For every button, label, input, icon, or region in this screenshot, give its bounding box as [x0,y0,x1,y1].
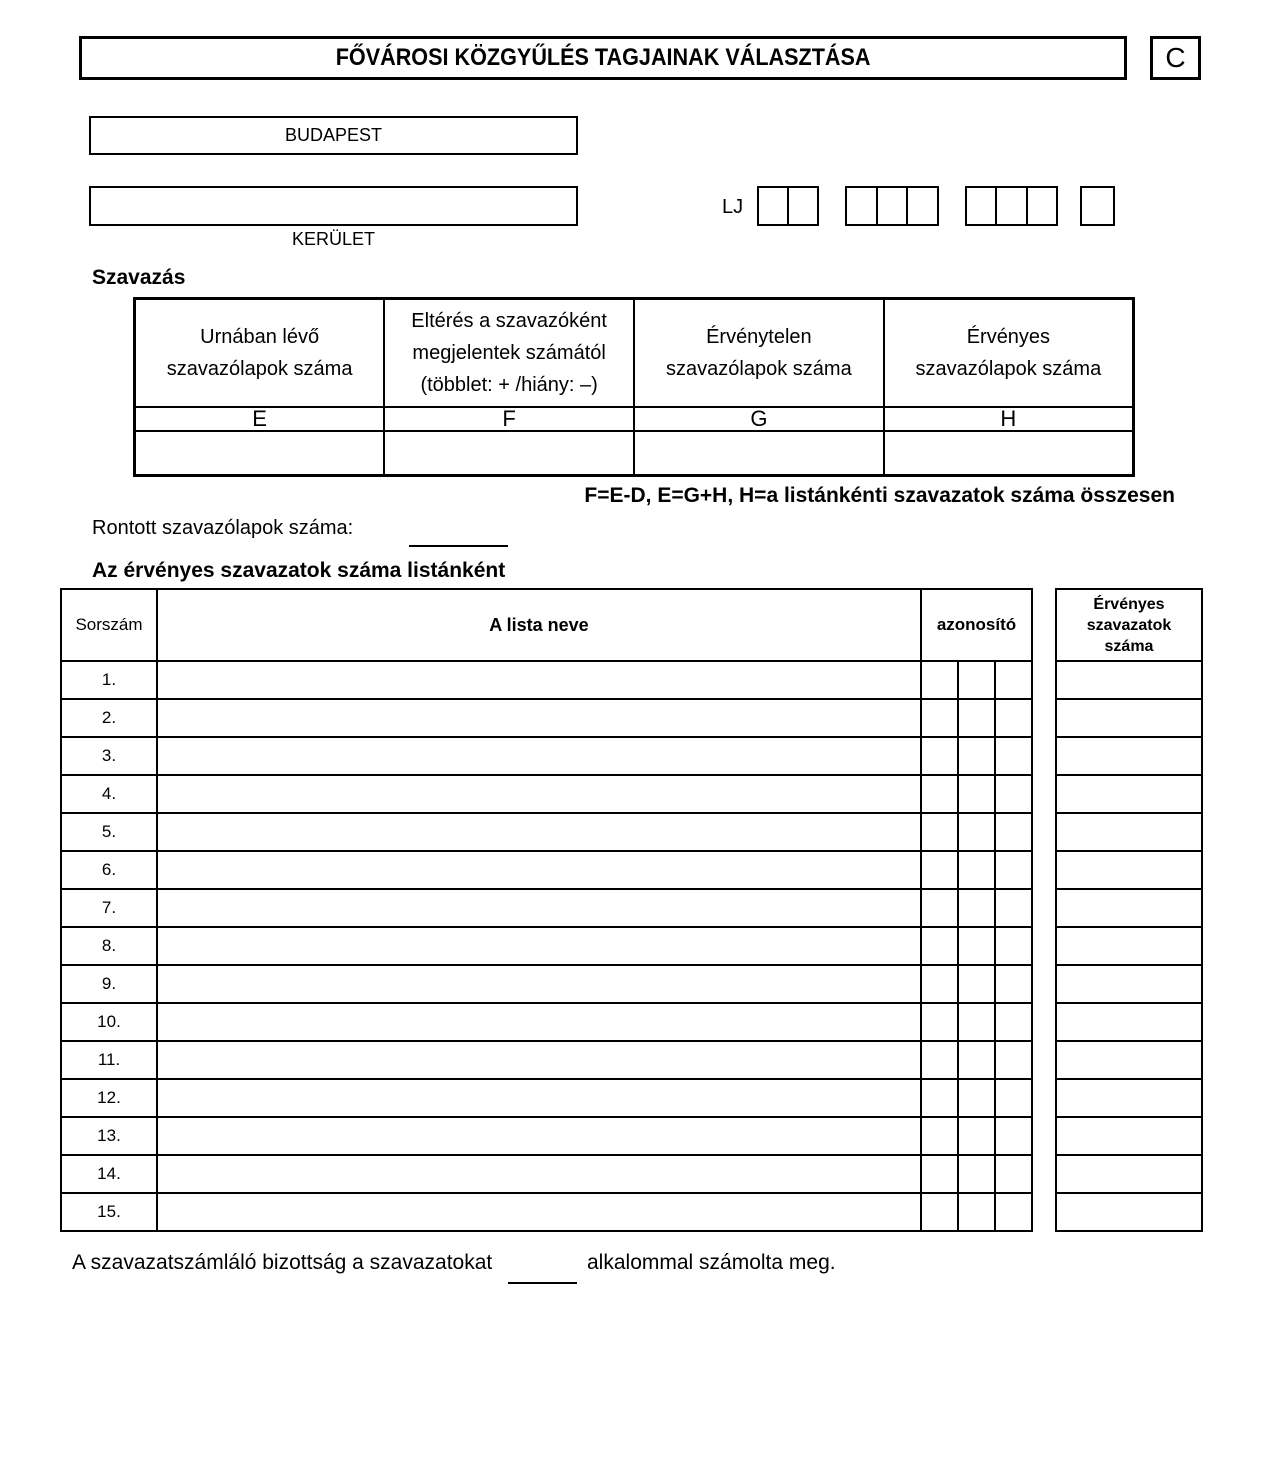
list-id-digit-box[interactable] [921,1079,958,1117]
list-id-digit-box[interactable] [921,699,958,737]
lists-heading: Az érvényes szavazatok száma listánként [92,559,506,582]
row-number: 8. [61,927,157,965]
column-letter: G [634,407,884,431]
list-id-digit-box[interactable] [995,1193,1032,1231]
list-id-digit-box[interactable] [995,813,1032,851]
valid-votes-field[interactable] [1056,1079,1202,1117]
valid-row [1056,927,1202,965]
list-id-digit-box[interactable] [958,813,995,851]
list-id-digit-box[interactable] [921,661,958,699]
list-name-field[interactable] [157,965,921,1003]
list-row [61,965,1032,1003]
valid-row [1056,889,1202,927]
header-line: megjelentek számától [412,342,606,364]
list-id-digit-box[interactable] [995,699,1032,737]
valid-row [1056,1117,1202,1155]
valid-votes-field[interactable] [1056,737,1202,775]
list-name-field[interactable] [157,1003,921,1041]
lj-label: LJ [722,196,744,218]
header-line: Urnában lévő [200,326,320,348]
valid-row [1056,1003,1202,1041]
col-id-header: azonosító [921,589,1032,661]
spoiled-ballots-label: Rontott szavazólapok száma: [92,517,354,539]
list-id-digit-box[interactable] [958,965,995,1003]
list-name-field[interactable] [157,1193,921,1231]
valid-votes-field[interactable] [1056,813,1202,851]
list-name-field[interactable] [157,775,921,813]
list-id-digit-box[interactable] [921,965,958,1003]
list-id-digit-box[interactable] [995,1079,1032,1117]
col-number-header: Sorszám [61,589,157,661]
lj-digit-box[interactable] [847,188,878,224]
list-id-digit-box[interactable] [921,1041,958,1079]
row-number: 10. [61,1003,157,1041]
valid-votes-field[interactable] [1056,1117,1202,1155]
valid-votes-field[interactable] [1056,775,1202,813]
list-id-digit-box[interactable] [995,927,1032,965]
list-id-digit-box[interactable] [921,813,958,851]
list-id-digit-box[interactable] [995,889,1032,927]
valid-votes-field[interactable] [1056,889,1202,927]
valid-row [1056,851,1202,889]
district-label: KERÜLET [291,229,376,249]
list-name-field[interactable] [157,661,921,699]
list-id-digit-box[interactable] [958,699,995,737]
lists-table [60,588,1033,1232]
lj-group-2[interactable] [845,186,939,226]
row-number: 3. [61,737,157,775]
list-id-digit-box[interactable] [921,1117,958,1155]
list-name-field[interactable] [157,699,921,737]
row-number: 1. [61,661,157,699]
list-name-field[interactable] [157,1041,921,1079]
list-id-digit-box[interactable] [958,1003,995,1041]
spoiled-ballots-field[interactable] [409,545,508,547]
list-id-digit-box[interactable] [958,737,995,775]
header-line: szavazatok [1086,616,1172,634]
list-id-digit-box[interactable] [958,1193,995,1231]
voting-table [133,297,1135,477]
row-number: 15. [61,1193,157,1231]
list-id-digit-box[interactable] [995,965,1032,1003]
list-row [61,699,1032,737]
list-id-digit-box[interactable] [958,1155,995,1193]
lj-digit-box[interactable] [789,188,817,224]
lj-digit-box[interactable] [1028,188,1056,224]
lj-digit-box[interactable] [759,188,789,224]
list-row [61,1003,1032,1041]
valid-header-row [1056,589,1202,661]
lj-group-4[interactable] [1080,186,1115,226]
list-row [61,1117,1032,1155]
district-field[interactable] [89,186,578,226]
header-line: Érvényes [1093,595,1165,613]
valid-votes-field[interactable] [1056,927,1202,965]
valid-votes-field[interactable] [1056,1155,1202,1193]
valid-row [1056,1193,1202,1231]
header-line: Érvénytelen [706,326,812,348]
row-number: 7. [61,889,157,927]
list-name-field[interactable] [157,889,921,927]
header-line: szavazólapok száma [666,358,852,380]
row-number: 14. [61,1155,157,1193]
valid-row [1056,965,1202,1003]
list-id-digit-box[interactable] [958,927,995,965]
list-row [61,813,1032,851]
valid-row [1056,813,1202,851]
list-id-digit-box[interactable] [921,1003,958,1041]
voting-col-header [135,299,385,408]
lj-digit-box[interactable] [1082,188,1113,224]
header-line: (többlet: + /hiány: –) [420,374,598,396]
list-id-digit-box[interactable] [995,737,1032,775]
list-id-digit-box[interactable] [995,1003,1032,1041]
list-row [61,775,1032,813]
formula-note: F=E-D, E=G+H, H=a listánkénti szavazatok száma összesen [584,484,1175,507]
list-id-digit-box[interactable] [995,661,1032,699]
lj-group-3[interactable] [965,186,1058,226]
list-name-field[interactable] [157,1155,921,1193]
valid-votes-field[interactable] [1056,1193,1202,1231]
valid-row [1056,1041,1202,1079]
voting-heading: Szavazás [92,266,186,289]
header-line: Eltérés a szavazóként [411,310,607,332]
count-sentence-end: alkalommal számolta meg. [587,1251,836,1274]
row-number: 5. [61,813,157,851]
list-id-digit-box[interactable] [921,851,958,889]
list-id-digit-box[interactable] [958,1079,995,1117]
column-letter: H [884,407,1134,431]
valid-row [1056,737,1202,775]
list-id-digit-box[interactable] [921,775,958,813]
header-line: szavazólapok száma [915,358,1102,380]
list-row [61,889,1032,927]
row-number: 11. [61,1041,157,1079]
list-id-digit-box[interactable] [921,927,958,965]
voting-header-row [135,299,1134,408]
list-row [61,1041,1032,1079]
lj-digit-box[interactable] [908,188,937,224]
list-id-digit-box[interactable] [921,737,958,775]
count-times-field[interactable] [508,1282,577,1284]
header-line: szavazólapok száma [166,358,353,380]
list-id-digit-box[interactable] [995,1155,1032,1193]
list-id-digit-box[interactable] [995,851,1032,889]
list-id-digit-box[interactable] [958,1117,995,1155]
valid-row [1056,661,1202,699]
form-letter: C [1150,36,1201,80]
voting-col-header [884,299,1134,408]
lj-digit-box[interactable] [967,188,997,224]
list-row [61,1079,1032,1117]
col-valid-header [1056,589,1202,661]
row-number: 6. [61,851,157,889]
valid-votes-field[interactable] [1056,965,1202,1003]
list-id-digit-box[interactable] [958,775,995,813]
list-id-digit-box[interactable] [958,1041,995,1079]
list-name-field[interactable] [157,851,921,889]
city-field: BUDAPEST [89,116,578,155]
count-sentence-start: A szavazatszámláló bizottság a szavazatokat [72,1251,493,1274]
row-number: 2. [61,699,157,737]
header-line: Érvényes [966,326,1051,348]
list-name-field[interactable] [157,1079,921,1117]
list-row [61,1193,1032,1231]
list-row [61,661,1032,699]
lj-group-1[interactable] [757,186,819,226]
list-id-digit-box[interactable] [921,1193,958,1231]
valid-row [1056,1079,1202,1117]
invalid-ballots-field[interactable] [634,431,884,476]
voting-letter-row [135,407,1134,431]
list-id-digit-box[interactable] [921,889,958,927]
form-title-text: FŐVÁROSI KÖZGYŰLÉS TAGJAINAK VÁLASZTÁSA [335,44,871,71]
list-name-field[interactable] [157,813,921,851]
lj-digit-box[interactable] [997,188,1027,224]
valid-votes-field[interactable] [1056,1041,1202,1079]
valid-votes-field[interactable] [1056,1003,1202,1041]
ballots-in-urn-field[interactable] [135,431,385,476]
list-row [61,1155,1032,1193]
valid-votes-field[interactable] [1056,699,1202,737]
list-name-field[interactable] [157,927,921,965]
list-row [61,927,1032,965]
col-name-header: A lista neve [157,589,921,661]
list-row [61,851,1032,889]
voting-col-header [634,299,884,408]
list-id-digit-box[interactable] [958,851,995,889]
list-id-digit-box[interactable] [995,1041,1032,1079]
deviation-field[interactable] [384,431,634,476]
row-number: 9. [61,965,157,1003]
row-number: 13. [61,1117,157,1155]
voting-col-header [384,299,634,408]
form-title [79,36,1127,80]
list-row [61,737,1032,775]
column-letter: F [384,407,634,431]
row-number: 4. [61,775,157,813]
valid-votes-field[interactable] [1056,661,1202,699]
list-id-digit-box[interactable] [921,1155,958,1193]
valid-ballots-field[interactable] [884,431,1134,476]
header-line: száma [1104,637,1154,655]
valid-row [1056,775,1202,813]
valid-row [1056,699,1202,737]
list-id-digit-box[interactable] [995,1117,1032,1155]
list-id-digit-box[interactable] [958,889,995,927]
valid-row [1056,1155,1202,1193]
column-letter: E [135,407,385,431]
list-name-field[interactable] [157,1117,921,1155]
lists-header-row [61,589,1032,661]
row-number: 12. [61,1079,157,1117]
valid-votes-field[interactable] [1056,851,1202,889]
lj-digit-box[interactable] [878,188,909,224]
list-id-digit-box[interactable] [958,661,995,699]
list-id-digit-box[interactable] [995,775,1032,813]
list-name-field[interactable] [157,737,921,775]
voting-value-row [135,431,1134,476]
valid-votes-table [1055,588,1203,1232]
